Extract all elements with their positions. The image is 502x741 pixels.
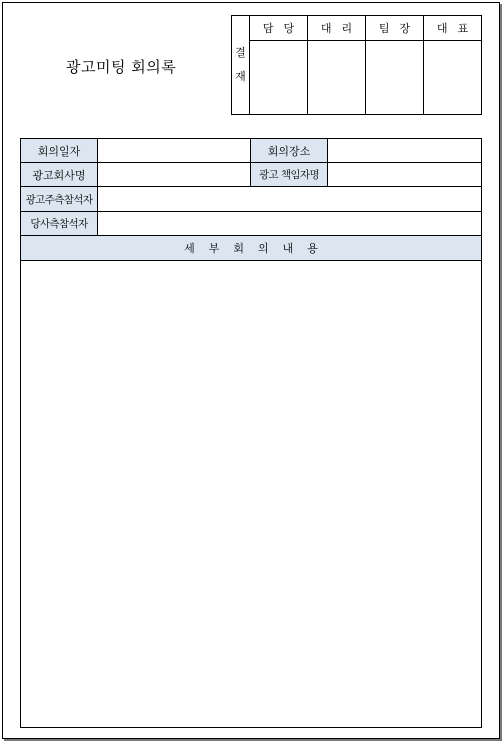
signature-cell-team-lead[interactable] xyxy=(366,41,424,115)
document-title: 광고미팅 회의록 xyxy=(66,58,177,76)
meeting-place-label: 회의장소 xyxy=(251,139,328,163)
signature-cell-assistant-manager[interactable] xyxy=(308,41,366,115)
meeting-details-field[interactable] xyxy=(21,261,482,728)
approval-box xyxy=(231,15,482,115)
meeting-form xyxy=(20,138,482,728)
our-attendees-field[interactable] xyxy=(98,212,482,236)
agency-manager-field[interactable] xyxy=(328,163,482,187)
agency-name-label: 광고회사명 xyxy=(21,163,98,187)
signature-cell-ceo[interactable] xyxy=(424,41,482,115)
agency-name-field[interactable] xyxy=(98,163,251,187)
agency-manager-label: 광고 책임자명 xyxy=(251,163,328,187)
signature-cell-staff[interactable] xyxy=(250,41,308,115)
advertiser-attendees-field[interactable] xyxy=(98,187,482,212)
meeting-date-field[interactable] xyxy=(98,139,251,163)
meeting-date-label: 회의일자 xyxy=(21,139,98,163)
approval-side-char-1: 결 xyxy=(235,46,246,59)
approval-role-team-lead: 팀장 xyxy=(366,16,424,41)
our-attendees-label: 당사측참석자 xyxy=(21,212,98,236)
meeting-place-field[interactable] xyxy=(328,139,482,163)
approval-role-staff: 담당 xyxy=(250,16,308,41)
meeting-details-header: 세부회의내용 xyxy=(21,236,482,261)
advertiser-attendees-label: 광고주측참석자 xyxy=(21,187,98,212)
approval-side-label xyxy=(232,16,250,115)
approval-role-assistant-manager: 대리 xyxy=(308,16,366,41)
approval-role-ceo: 대표 xyxy=(424,16,482,41)
approval-side-char-2: 재 xyxy=(235,70,246,83)
